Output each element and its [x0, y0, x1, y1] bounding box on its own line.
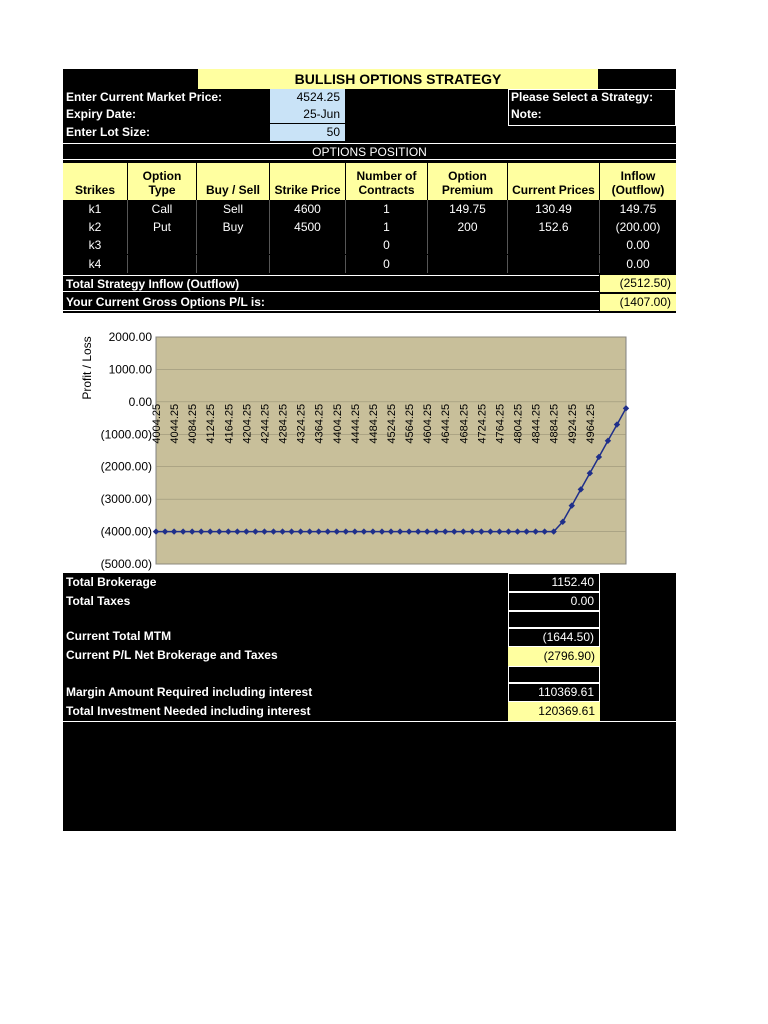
strategy-select-label[interactable]: Please Select a Strategy:: [511, 90, 654, 104]
row-buy-sell: Buy: [197, 218, 270, 236]
col-header-option-type: Option Type: [128, 163, 196, 200]
row-inflow: 0.00: [626, 238, 650, 252]
x-tick-label: 4484.25: [367, 403, 380, 444]
x-tick-label: 4364.25: [313, 403, 326, 444]
x-tick-label: 4604.25: [422, 403, 435, 444]
row-contracts: 1: [346, 200, 428, 218]
row-inflow: 149.75: [619, 202, 657, 216]
mtm-value: (1644.50): [508, 628, 600, 647]
x-tick-label: 4524.25: [386, 403, 398, 444]
row-contracts: 1: [346, 218, 428, 236]
y-tick-label: (5000.00): [100, 557, 152, 571]
row-contracts: 0: [346, 236, 428, 254]
x-tick-label: 4324.25: [295, 403, 308, 444]
row-current-price: 152.6: [508, 218, 600, 236]
mtm-label: Current Total MTM: [66, 629, 172, 643]
row-strike: k1: [63, 200, 128, 218]
x-tick-label: 4644.25: [440, 403, 453, 444]
total-inflow-label: Total Strategy Inflow (Outflow): [63, 275, 599, 292]
y-tick-label: 0.00: [128, 394, 152, 409]
gross-pl-value: (1407.00): [600, 294, 676, 311]
market-price-label: Enter Current Market Price:: [66, 90, 223, 104]
x-tick-label: 4084.25: [187, 403, 200, 444]
y-tick-label: (1000.00): [100, 427, 152, 442]
lot-size-label: Enter Lot Size:: [66, 125, 151, 139]
col-header-contracts: Number of Contracts: [346, 163, 427, 200]
investment-label: Total Investment Needed including interest: [66, 704, 311, 718]
margin-value: 110369.61: [508, 683, 600, 702]
x-tick-label: 4684.25: [458, 403, 471, 444]
row-premium: [428, 255, 508, 273]
x-tick-label: 4964.25: [584, 403, 597, 444]
row-option-type: [128, 255, 197, 273]
col-header-current-prices: Current Prices: [508, 163, 599, 200]
row-buy-sell: [197, 255, 270, 273]
row-contracts: 0: [346, 255, 428, 273]
x-tick-label: 4924.25: [566, 403, 579, 444]
x-tick-label: 4844.25: [530, 403, 543, 444]
row-option-type: [128, 236, 197, 254]
empty-cell: [508, 666, 600, 683]
y-tick-label: (4000.00): [100, 524, 152, 539]
col-header-option-premium: Option Premium: [428, 163, 507, 200]
lot-size-input[interactable]: 50: [270, 124, 345, 141]
options-position-title: OPTIONS POSITION: [63, 143, 676, 160]
net-pl-label: Current P/L Net Brokerage and Taxes: [66, 648, 278, 662]
row-current-price: 130.49: [508, 200, 600, 218]
y-tick-label: (2000.00): [100, 459, 152, 474]
col-header-strikes: Strikes: [63, 163, 127, 200]
taxes-label: Total Taxes: [66, 594, 131, 608]
x-tick-label: 4404.25: [331, 403, 344, 444]
x-tick-label: 4564.25: [404, 403, 417, 444]
x-tick-label: 4804.25: [512, 403, 525, 444]
x-tick-label: 4204.25: [241, 403, 254, 444]
x-tick-label: 4764.25: [494, 403, 507, 444]
x-tick-label: 4284.25: [277, 403, 290, 444]
empty-cell: [508, 611, 600, 628]
row-inflow: (200.00): [615, 220, 661, 234]
row-premium: 200: [428, 218, 508, 236]
row-current-price: [508, 255, 600, 273]
row-option-type: Put: [128, 218, 197, 236]
row-strike-price: [270, 255, 346, 273]
note-label: Note:: [511, 107, 542, 121]
payoff-chart: [63, 313, 676, 573]
x-tick-label: 4124.25: [205, 403, 218, 444]
page-title: BULLISH OPTIONS STRATEGY: [198, 69, 598, 89]
row-current-price: [508, 236, 600, 254]
row-strike: k4: [63, 255, 128, 273]
y-axis-ticks: [101, 330, 153, 571]
expiry-label: Expiry Date:: [66, 107, 137, 121]
brokerage-label: Total Brokerage: [66, 575, 157, 589]
col-header-buy-sell: Buy / Sell: [197, 163, 269, 200]
market-price-input[interactable]: 4524.25: [270, 89, 345, 106]
row-premium: 149.75: [428, 200, 508, 218]
row-strike: k3: [63, 236, 128, 254]
margin-label: Margin Amount Required including interest: [66, 685, 313, 699]
x-tick-label: 4164.25: [223, 403, 236, 444]
taxes-value: 0.00: [508, 592, 600, 611]
row-strike-price: 4600: [270, 200, 346, 218]
col-header-inflow: Inflow (Outflow): [600, 163, 676, 200]
x-tick-label: 4004.25: [151, 403, 163, 444]
row-premium: [428, 236, 508, 254]
x-tick-label: 4884.25: [548, 403, 561, 444]
x-tick-label: 4244.25: [259, 403, 272, 444]
row-strike-price: [270, 236, 346, 254]
col-header-strike-price: Strike Price: [270, 163, 345, 200]
row-strike-price: 4500: [270, 218, 346, 236]
brokerage-value: 1152.40: [508, 573, 600, 592]
x-tick-label: 4724.25: [476, 403, 489, 444]
x-tick-label: 4044.25: [169, 403, 182, 444]
investment-value: 120369.61: [508, 702, 600, 721]
y-tick-label: 1000.00: [108, 362, 152, 377]
row-option-type: Call: [128, 200, 197, 218]
expiry-input[interactable]: 25-Jun: [270, 106, 345, 123]
row-buy-sell: [197, 236, 270, 254]
net-pl-value: (2796.90): [508, 647, 600, 666]
summary-divider: [63, 721, 676, 722]
y-axis-label: Profit / Loss: [80, 336, 94, 400]
row-inflow: 0.00: [626, 257, 650, 271]
x-tick-label: 4444.25: [349, 403, 362, 444]
row-strike: k2: [63, 218, 128, 236]
gross-pl-label: Your Current Gross Options P/L is:: [63, 294, 599, 311]
y-tick-label: (3000.00): [100, 492, 152, 507]
y-tick-label: 2000.00: [108, 330, 152, 344]
payoff-chart-svg: [63, 313, 676, 573]
total-inflow-value: (2512.50): [600, 275, 676, 292]
row-buy-sell: Sell: [197, 200, 270, 218]
